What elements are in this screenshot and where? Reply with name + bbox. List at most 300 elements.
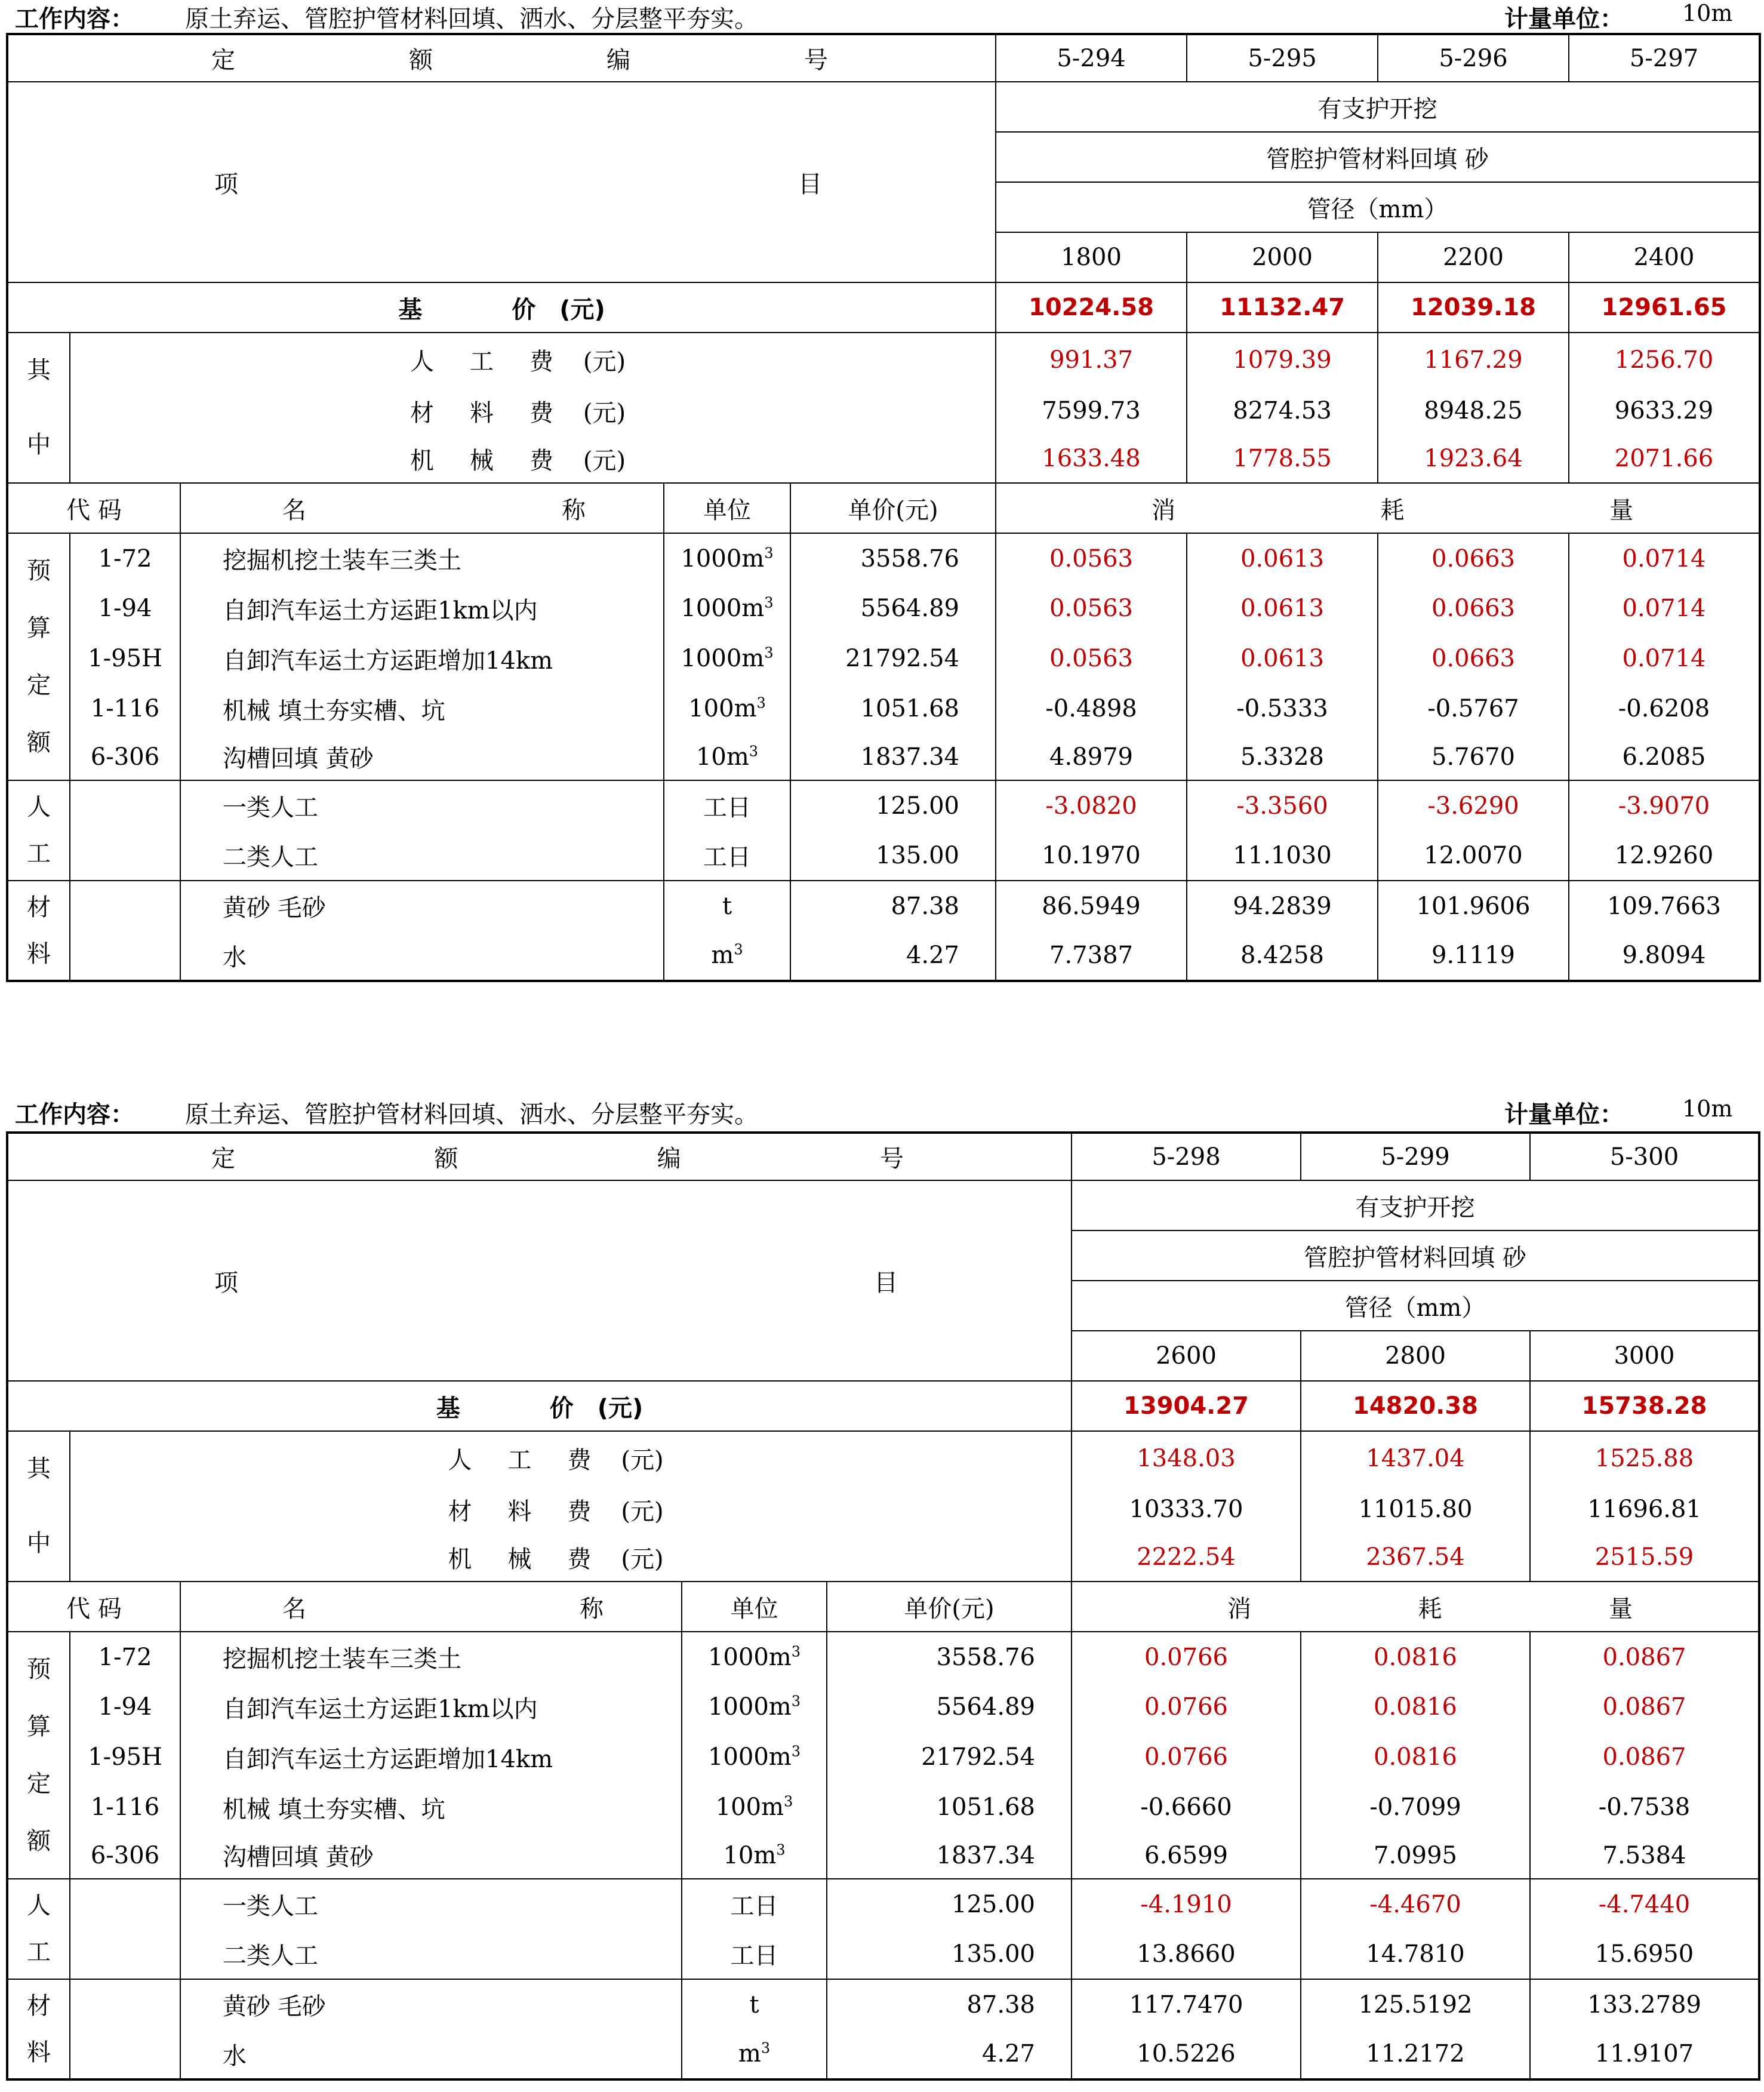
quota-table	[6, 1131, 1760, 2081]
item-label-char: 目	[874, 1269, 898, 1297]
fee-label-char: 工	[469, 348, 494, 376]
item-unit-price: 5564.89	[790, 583, 996, 633]
quota-code: 5-300	[1530, 1133, 1759, 1180]
consumption-value: 125.5192	[1301, 1979, 1530, 2029]
consumption-value: -0.5333	[1187, 684, 1378, 734]
item-unit-text: 10m	[723, 1841, 777, 1869]
fee-label-char: 费	[567, 1497, 592, 1525]
pipe-diameter-label: 管径（mm）	[996, 182, 1760, 232]
consumption-value: 10.5226	[1072, 2029, 1301, 2079]
of-which-label	[7, 333, 70, 483]
col-header-consumption	[1072, 1582, 1759, 1632]
consumption-value: 0.0663	[1378, 533, 1569, 583]
fee-label-char: 人	[448, 1447, 472, 1475]
item-unit-text: 1000m	[707, 1693, 792, 1721]
fee-label-char: 机	[448, 1545, 472, 1573]
item-unit-text: 工日	[730, 1942, 778, 1970]
consumption-value: 11.1030	[1187, 830, 1378, 881]
consumption-value: 11.9107	[1530, 2029, 1759, 2079]
base-price-label	[7, 282, 996, 333]
consumption-value: 0.0867	[1530, 1682, 1759, 1732]
col-header-unit: 单位	[682, 1582, 827, 1632]
item-code: 1-94	[70, 583, 180, 633]
item-unit-superscript: 3	[784, 1793, 793, 1810]
consumption-value: 14.7810	[1301, 1929, 1530, 1979]
item-unit	[664, 583, 790, 633]
fee-value: 1923.64	[1378, 435, 1569, 483]
base-price-unit: (元)	[559, 296, 605, 324]
item-label	[7, 82, 996, 282]
item-unit-price: 21792.54	[790, 633, 996, 684]
fee-label-char: 料	[507, 1497, 532, 1525]
pipe-diameter-value: 2200	[1378, 232, 1569, 282]
fee-value: 1525.88	[1530, 1431, 1759, 1485]
item-code	[70, 881, 180, 931]
unit-value: 10m	[1682, 1096, 1733, 1122]
item-name: 一类人工	[180, 780, 664, 830]
col-header-price: 单价(元)	[790, 483, 996, 533]
fee-label	[70, 1431, 1072, 1485]
consumption-value: 0.0563	[996, 633, 1187, 684]
col-header-consumption-char: 消	[1152, 496, 1175, 524]
group-title-char: 额	[27, 1828, 51, 1855]
group-title	[7, 1879, 70, 1979]
item-unit-superscript: 3	[756, 694, 766, 712]
base-price-value: 13904.27	[1072, 1381, 1301, 1431]
group-title-char: 定	[27, 1770, 51, 1798]
item-unit-price: 5564.89	[827, 1682, 1072, 1732]
quota-label-char: 编	[657, 1145, 681, 1173]
col-header-consumption-char: 耗	[1418, 1595, 1442, 1623]
consumption-value: 10.1970	[996, 830, 1187, 881]
item-unit-text: 100m	[688, 695, 757, 722]
consumption-value: 94.2839	[1187, 881, 1378, 931]
base-price-char: 价	[512, 296, 536, 324]
fee-label-char: 费	[567, 1545, 592, 1573]
consumption-value: 12.9260	[1569, 830, 1760, 881]
item-code: 1-95H	[70, 633, 180, 684]
backfill-material: 管腔护管材料回填 砂	[1072, 1230, 1759, 1281]
pipe-diameter-value: 3000	[1530, 1331, 1759, 1381]
item-unit-superscript: 3	[791, 1743, 801, 1760]
item-unit	[682, 1879, 827, 1929]
quota-code: 5-297	[1569, 34, 1760, 82]
item-unit-text: 工日	[703, 844, 751, 871]
consumption-value: 6.2085	[1569, 734, 1760, 780]
fee-label	[70, 333, 996, 387]
group-title-char: 人	[27, 793, 51, 821]
consumption-value: -3.0820	[996, 780, 1187, 830]
consumption-value: 0.0613	[1187, 533, 1378, 583]
fee-label-char: (元)	[621, 1545, 664, 1573]
consumption-value: 0.0766	[1072, 1732, 1301, 1782]
item-unit-superscript: 3	[764, 644, 774, 662]
base-price-char: 基	[398, 296, 423, 324]
item-unit-price: 1837.34	[827, 1832, 1072, 1879]
consumption-value: 0.0816	[1301, 1732, 1530, 1782]
fee-label-char: 人	[410, 348, 434, 376]
item-unit-superscript: 3	[764, 544, 774, 562]
item-unit-price: 1051.68	[827, 1782, 1072, 1832]
item-unit	[664, 734, 790, 780]
quota-code: 5-299	[1301, 1133, 1530, 1180]
fee-label	[70, 435, 996, 483]
consumption-value: 0.0613	[1187, 583, 1378, 633]
item-name: 二类人工	[180, 1929, 682, 1979]
of-which-char: 中	[27, 1530, 51, 1557]
fee-value: 10333.70	[1072, 1485, 1301, 1534]
group-title	[7, 881, 70, 981]
item-code	[70, 1929, 180, 1979]
consumption-value: 0.0563	[996, 583, 1187, 633]
item-unit	[682, 1632, 827, 1682]
item-unit-price: 125.00	[827, 1879, 1072, 1929]
consumption-value: 5.7670	[1378, 734, 1569, 780]
quota-number-label	[7, 34, 996, 82]
work-content-header	[0, 0, 1764, 33]
item-unit	[682, 1929, 827, 1979]
of-which-char: 其	[27, 356, 51, 384]
fee-label-char: 费	[529, 399, 553, 427]
item-unit-price: 4.27	[827, 2029, 1072, 2079]
item-unit-text: 1000m	[681, 645, 765, 672]
of-which-label	[7, 1431, 70, 1582]
item-unit-superscript: 3	[761, 2039, 771, 2057]
item-unit	[664, 684, 790, 734]
consumption-value: -0.7538	[1530, 1782, 1759, 1832]
item-unit-price: 87.38	[790, 881, 996, 931]
item-unit	[682, 1732, 827, 1782]
fee-label-char: 费	[529, 447, 553, 475]
item-unit-superscript: 3	[791, 1693, 801, 1710]
pipe-diameter-value: 2000	[1187, 232, 1378, 282]
consumption-value: 0.0613	[1187, 633, 1378, 684]
consumption-value: 11.2172	[1301, 2029, 1530, 2079]
consumption-value: 0.0663	[1378, 633, 1569, 684]
item-label	[7, 1180, 1072, 1381]
base-price-value: 11132.47	[1187, 282, 1378, 333]
fee-value: 1079.39	[1187, 333, 1378, 387]
of-which-char: 中	[27, 431, 51, 459]
item-unit-price: 3558.76	[790, 533, 996, 583]
item-unit-price: 21792.54	[827, 1732, 1072, 1782]
consumption-value: 12.0070	[1378, 830, 1569, 881]
fee-label-char: 材	[448, 1497, 472, 1525]
item-unit-price: 3558.76	[827, 1632, 1072, 1682]
item-unit	[682, 1832, 827, 1879]
consumption-value: -0.6208	[1569, 684, 1760, 734]
consumption-value: 0.0816	[1301, 1632, 1530, 1682]
item-name: 黄砂 毛砂	[180, 1979, 682, 2029]
quota-label-char: 额	[434, 1145, 458, 1173]
consumption-value: 0.0563	[996, 533, 1187, 583]
item-unit-text: 工日	[730, 1893, 778, 1920]
item-unit-superscript: 3	[776, 1841, 786, 1859]
quota-label-char: 号	[804, 47, 828, 74]
item-code	[70, 780, 180, 830]
consumption-value: 13.8660	[1072, 1929, 1301, 1979]
item-name: 黄砂 毛砂	[180, 881, 664, 931]
consumption-value: 86.5949	[996, 881, 1187, 931]
item-unit-superscript: 3	[791, 1643, 801, 1660]
item-unit	[664, 830, 790, 881]
group-title-char: 材	[27, 1992, 51, 2020]
col-header-consumption-char: 量	[1609, 496, 1633, 524]
fee-value: 11015.80	[1301, 1485, 1530, 1534]
col-header-name-char: 名	[282, 496, 306, 524]
consumption-value: -3.3560	[1187, 780, 1378, 830]
item-label-char: 项	[214, 1269, 238, 1297]
item-name: 机械 填土夯实槽、坑	[180, 1782, 682, 1832]
fee-label-char: (元)	[621, 1497, 664, 1525]
group-title-char: 预	[27, 557, 51, 584]
excavation-method: 有支护开挖	[1072, 1180, 1759, 1230]
fee-label-char: (元)	[583, 348, 626, 376]
work-content-label: 工作内容：	[15, 5, 134, 33]
item-name: 机械 填土夯实槽、坑	[180, 684, 664, 734]
consumption-value: 0.0867	[1530, 1732, 1759, 1782]
item-code	[70, 2029, 180, 2079]
group-title-char: 算	[27, 1713, 51, 1740]
consumption-value: 0.0714	[1569, 533, 1760, 583]
work-content-label: 工作内容：	[15, 1101, 134, 1128]
consumption-value: 8.4258	[1187, 931, 1378, 981]
quota-block-2	[0, 1096, 1764, 2070]
group-title	[7, 533, 70, 780]
work-content-text: 原土弃运、管腔护管材料回填、洒水、分层整平夯实。	[185, 5, 758, 33]
fee-label	[70, 1533, 1072, 1582]
quota-code: 5-298	[1072, 1133, 1301, 1180]
item-code	[70, 830, 180, 881]
consumption-value: 109.7663	[1569, 881, 1760, 931]
group-title-char: 预	[27, 1656, 51, 1683]
fee-label-char: (元)	[583, 447, 626, 475]
consumption-value: 7.5384	[1530, 1832, 1759, 1879]
pipe-diameter-value: 2400	[1569, 232, 1760, 282]
fee-value: 991.37	[996, 333, 1187, 387]
quota-label-char: 定	[211, 47, 235, 74]
fee-value: 7599.73	[996, 387, 1187, 435]
item-unit-price: 135.00	[827, 1929, 1072, 1979]
work-content-header	[0, 1096, 1764, 1128]
consumption-value: 5.3328	[1187, 734, 1378, 780]
consumption-value: 7.7387	[996, 931, 1187, 981]
consumption-value: -3.9070	[1569, 780, 1760, 830]
item-code	[70, 1879, 180, 1929]
item-unit-price: 1837.34	[790, 734, 996, 780]
fee-value: 2071.66	[1569, 435, 1760, 483]
fee-value: 11696.81	[1530, 1485, 1759, 1534]
group-title-char: 料	[27, 2038, 51, 2066]
unit-label: 计量单位：	[1504, 1101, 1624, 1128]
col-header-price: 单价(元)	[827, 1582, 1072, 1632]
pipe-diameter-value: 1800	[996, 232, 1187, 282]
quota-label-char: 号	[879, 1145, 904, 1173]
item-unit	[664, 533, 790, 583]
base-price-value: 12039.18	[1378, 282, 1569, 333]
group-title-char: 算	[27, 614, 51, 642]
item-unit-superscript: 3	[734, 941, 743, 958]
item-unit	[664, 633, 790, 684]
item-label-char: 项	[214, 170, 238, 198]
fee-label-char: (元)	[621, 1447, 664, 1475]
consumption-value: -0.4898	[996, 684, 1187, 734]
backfill-material: 管腔护管材料回填 砂	[996, 132, 1760, 182]
item-unit-text: t	[722, 892, 732, 920]
col-header-code: 代 码	[7, 1582, 180, 1632]
item-name: 自卸汽车运土方运距1km以内	[180, 1682, 682, 1732]
consumption-value: 0.0766	[1072, 1632, 1301, 1682]
col-header-consumption-char: 消	[1227, 1595, 1251, 1623]
col-header-consumption-char: 耗	[1380, 496, 1405, 524]
fee-value: 1778.55	[1187, 435, 1378, 483]
quota-code: 5-294	[996, 34, 1187, 82]
fee-label-char: 械	[469, 447, 494, 475]
item-unit-text: 1000m	[707, 1743, 792, 1771]
consumption-value: 0.0816	[1301, 1682, 1530, 1732]
consumption-value: 101.9606	[1378, 881, 1569, 931]
item-unit-superscript: 3	[749, 743, 759, 760]
item-unit-price: 135.00	[790, 830, 996, 881]
group-title-char: 定	[27, 672, 51, 699]
item-unit-price: 4.27	[790, 931, 996, 981]
col-header-name	[180, 1582, 682, 1632]
item-unit	[682, 1782, 827, 1832]
consumption-value: -4.7440	[1530, 1879, 1759, 1929]
item-unit-text: 100m	[715, 1793, 784, 1821]
consumption-value: -3.6290	[1378, 780, 1569, 830]
base-price-value: 12961.65	[1569, 282, 1760, 333]
item-unit-superscript: 3	[764, 594, 774, 611]
item-code: 1-116	[70, 684, 180, 734]
fee-label-char: 械	[507, 1545, 532, 1573]
quota-block-1	[0, 0, 1764, 971]
group-title-char: 材	[27, 893, 51, 921]
fee-value: 1167.29	[1378, 333, 1569, 387]
fee-label	[70, 387, 996, 435]
base-price-value: 14820.38	[1301, 1381, 1530, 1431]
quota-number-label	[7, 1133, 1072, 1180]
col-header-consumption-char: 量	[1609, 1595, 1633, 1623]
consumption-value: -0.7099	[1301, 1782, 1530, 1832]
fee-label-char: 工	[507, 1447, 532, 1475]
consumption-value: 117.7470	[1072, 1979, 1301, 2029]
base-price-label	[7, 1381, 1072, 1431]
fee-label-char: 材	[410, 399, 434, 427]
col-header-unit: 单位	[664, 483, 790, 533]
fee-label-char: (元)	[583, 399, 626, 427]
pipe-diameter-value: 2600	[1072, 1331, 1301, 1381]
quota-label-char: 额	[409, 47, 433, 74]
pipe-diameter-label: 管径（mm）	[1072, 1281, 1759, 1331]
fee-value: 9633.29	[1569, 387, 1760, 435]
item-unit-text: m	[738, 2040, 761, 2068]
fee-label-char: 料	[469, 399, 494, 427]
item-code: 1-72	[70, 533, 180, 583]
item-unit-text: 工日	[703, 794, 751, 822]
col-header-name	[180, 483, 664, 533]
consumption-value: 0.0714	[1569, 583, 1760, 633]
col-header-consumption	[996, 483, 1760, 533]
consumption-value: -0.5767	[1378, 684, 1569, 734]
item-name: 自卸汽车运土方运距增加14km	[180, 633, 664, 684]
fee-value: 2222.54	[1072, 1533, 1301, 1582]
item-name: 二类人工	[180, 830, 664, 881]
item-code: 1-116	[70, 1782, 180, 1832]
consumption-value: 0.0663	[1378, 583, 1569, 633]
item-unit	[664, 780, 790, 830]
fee-value: 1256.70	[1569, 333, 1760, 387]
consumption-value: 133.2789	[1530, 1979, 1759, 2029]
consumption-value: 0.0714	[1569, 633, 1760, 684]
item-unit-price: 87.38	[827, 1979, 1072, 2029]
item-code	[70, 931, 180, 981]
fee-value: 1437.04	[1301, 1431, 1530, 1485]
base-price-char: 基	[436, 1394, 460, 1422]
consumption-value: 4.8979	[996, 734, 1187, 780]
item-name: 沟槽回填 黄砂	[180, 734, 664, 780]
quota-table	[6, 33, 1761, 982]
base-price-char: 价	[549, 1394, 574, 1422]
item-unit	[682, 1979, 827, 2029]
item-code: 1-94	[70, 1682, 180, 1732]
consumption-value: 6.6599	[1072, 1832, 1301, 1879]
group-title-char: 料	[27, 940, 51, 968]
fee-value: 1348.03	[1072, 1431, 1301, 1485]
item-code: 6-306	[70, 734, 180, 780]
item-unit-text: 1000m	[681, 595, 765, 622]
item-name: 挖掘机挖土装车三类土	[180, 533, 664, 583]
item-unit	[664, 881, 790, 931]
item-unit-text: t	[749, 1991, 759, 2019]
fee-label-char: 费	[567, 1447, 592, 1475]
quota-label-char: 定	[211, 1145, 235, 1173]
item-unit	[664, 931, 790, 981]
fee-label-char: 费	[529, 348, 553, 376]
excavation-method: 有支护开挖	[996, 82, 1760, 132]
item-unit-price: 125.00	[790, 780, 996, 830]
group-title	[7, 780, 70, 881]
item-unit-text: 1000m	[681, 544, 765, 573]
item-code	[70, 1979, 180, 2029]
item-name: 挖掘机挖土装车三类土	[180, 1632, 682, 1682]
fee-value: 8274.53	[1187, 387, 1378, 435]
quota-label-char: 编	[607, 47, 630, 74]
pipe-diameter-value: 2800	[1301, 1331, 1530, 1381]
col-header-name-char: 称	[562, 496, 586, 524]
fee-value: 2367.54	[1301, 1533, 1530, 1582]
consumption-value: 0.0766	[1072, 1682, 1301, 1732]
item-unit-text: 1000m	[707, 1643, 792, 1671]
consumption-value: -0.6660	[1072, 1782, 1301, 1832]
item-name: 水	[180, 2029, 682, 2079]
item-label-char: 目	[798, 170, 822, 198]
col-header-name-char: 称	[580, 1595, 604, 1623]
group-title	[7, 1979, 70, 2079]
consumption-value: 9.1119	[1378, 931, 1569, 981]
base-price-value: 10224.58	[996, 282, 1187, 333]
base-price-unit: (元)	[597, 1394, 644, 1422]
fee-label-char: 机	[410, 447, 434, 475]
item-unit	[682, 2029, 827, 2079]
item-unit-text: m	[711, 942, 734, 969]
fee-label	[70, 1485, 1072, 1534]
consumption-value: 7.0995	[1301, 1832, 1530, 1879]
consumption-value: -4.4670	[1301, 1879, 1530, 1929]
base-price-value: 15738.28	[1530, 1381, 1759, 1431]
item-name: 自卸汽车运土方运距增加14km	[180, 1732, 682, 1782]
item-name: 自卸汽车运土方运距1km以内	[180, 583, 664, 633]
